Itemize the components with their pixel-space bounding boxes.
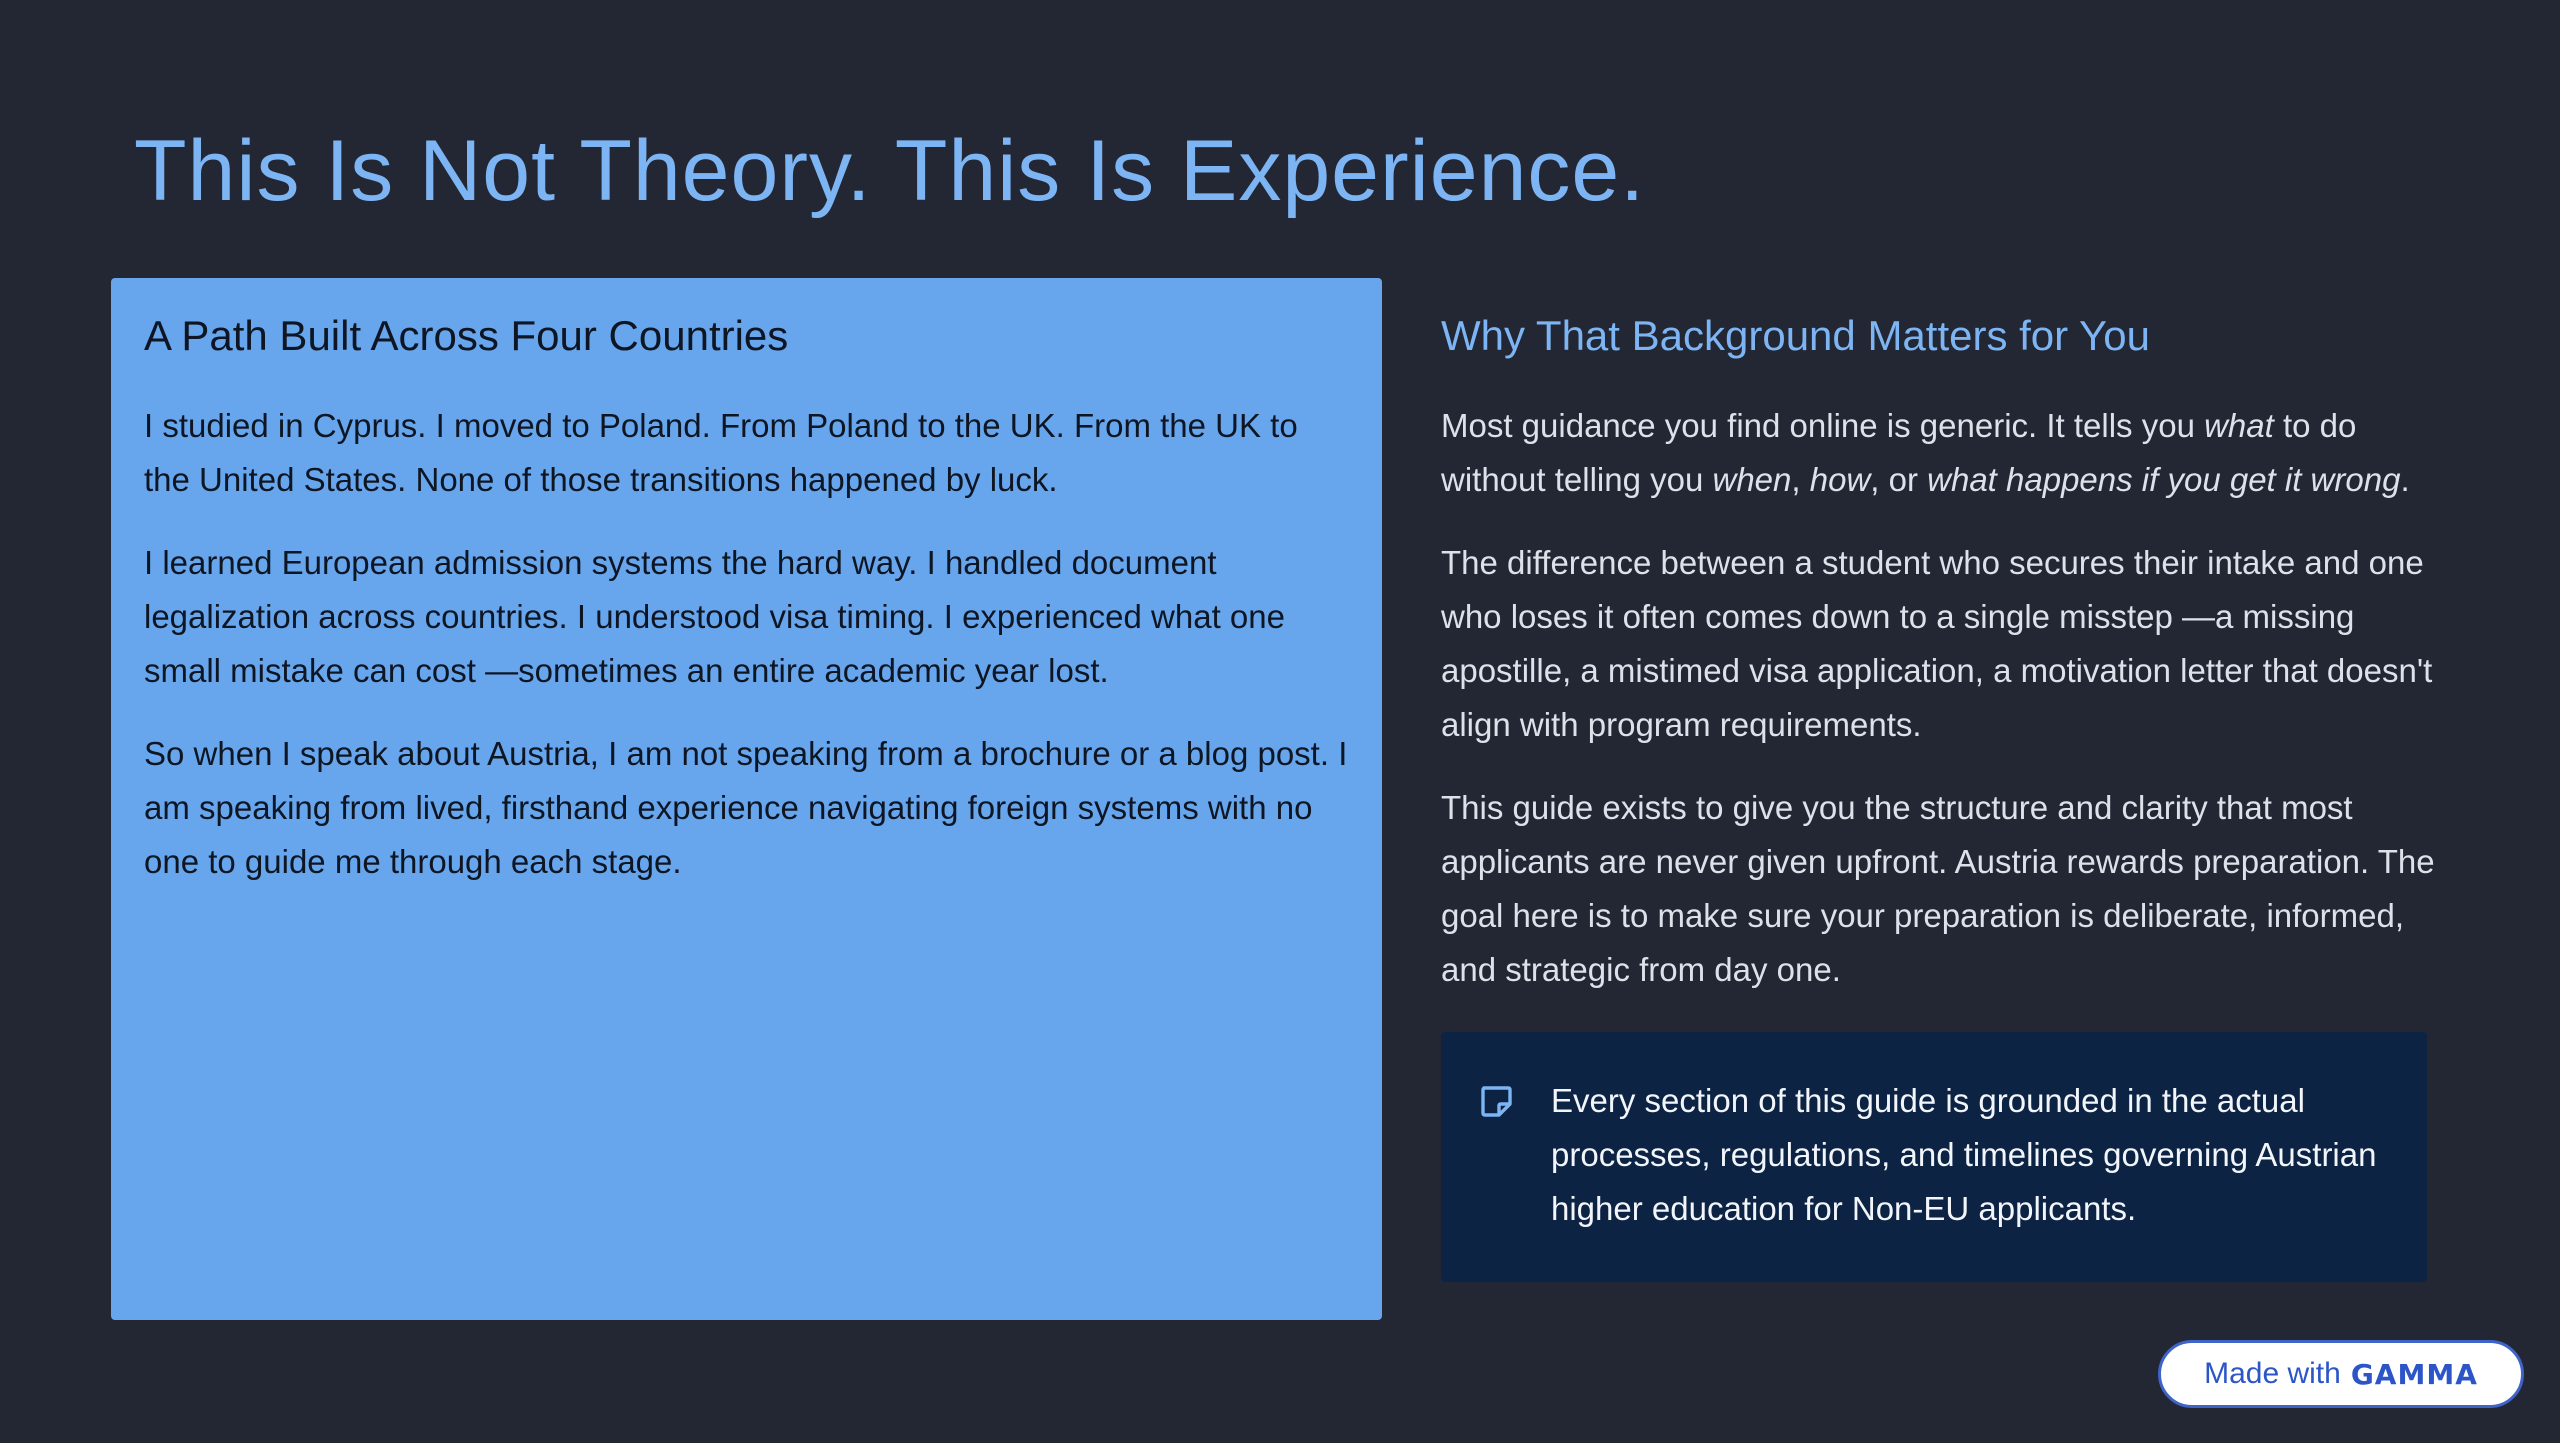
badge-prefix: Made with <box>2204 1357 2341 1390</box>
section-heading: Why That Background Matters for You <box>1441 312 2150 359</box>
experience-card <box>111 278 1382 1320</box>
section-paragraph: The difference between a student who secures their intake and one who loses it often comes down to a single misstep —a missing apostille, a mistimed visa application, a motivation letter that doesn't align with program requirements. <box>1441 544 2433 744</box>
callout-text: Every section of this guide is grounded in the actual processes, regulations, and timelines governing Austrian higher education for Non-EU applicants. <box>1551 1082 2377 1227</box>
page-title: This Is Not Theory. This Is Experience. <box>134 123 1646 219</box>
made-with-gamma-badge[interactable] <box>2158 1340 2524 1408</box>
section-paragraph: This guide exists to give you the structure and clarity that most applicants are never given upfront. Austria rewards preparation. The goal here is to make sure your preparation is deliberate, informed, and strategic from day one. <box>1441 789 2435 989</box>
section-paragraph: Most guidance you find online is generic. It tells you what to do without telling you when, how, or what happens if you get it wrong. <box>1441 407 2410 499</box>
callout-box <box>1441 1032 2427 1282</box>
card-paragraph: So when I speak about Austria, I am not speaking from a brochure or a blog post. I am speaking from lived, firsthand experience navigating foreign systems with no one to guide me through each stage. <box>144 735 1348 881</box>
background-matters-section <box>1441 311 2441 1026</box>
note-icon <box>1479 1084 1513 1118</box>
card-paragraph: I learned European admission systems the hard way. I handled document legalization across countries. I understood visa timing. I experienced what one small mistake can cost —sometimes an entire academic year lost. <box>144 544 1285 690</box>
card-paragraph: I studied in Cyprus. I moved to Poland. From Poland to the UK. From the UK to the United States. None of those transitions happened by luck. <box>144 407 1298 499</box>
card-heading: A Path Built Across Four Countries <box>144 312 789 359</box>
gamma-logo: GAMMA <box>2350 1357 2478 1391</box>
